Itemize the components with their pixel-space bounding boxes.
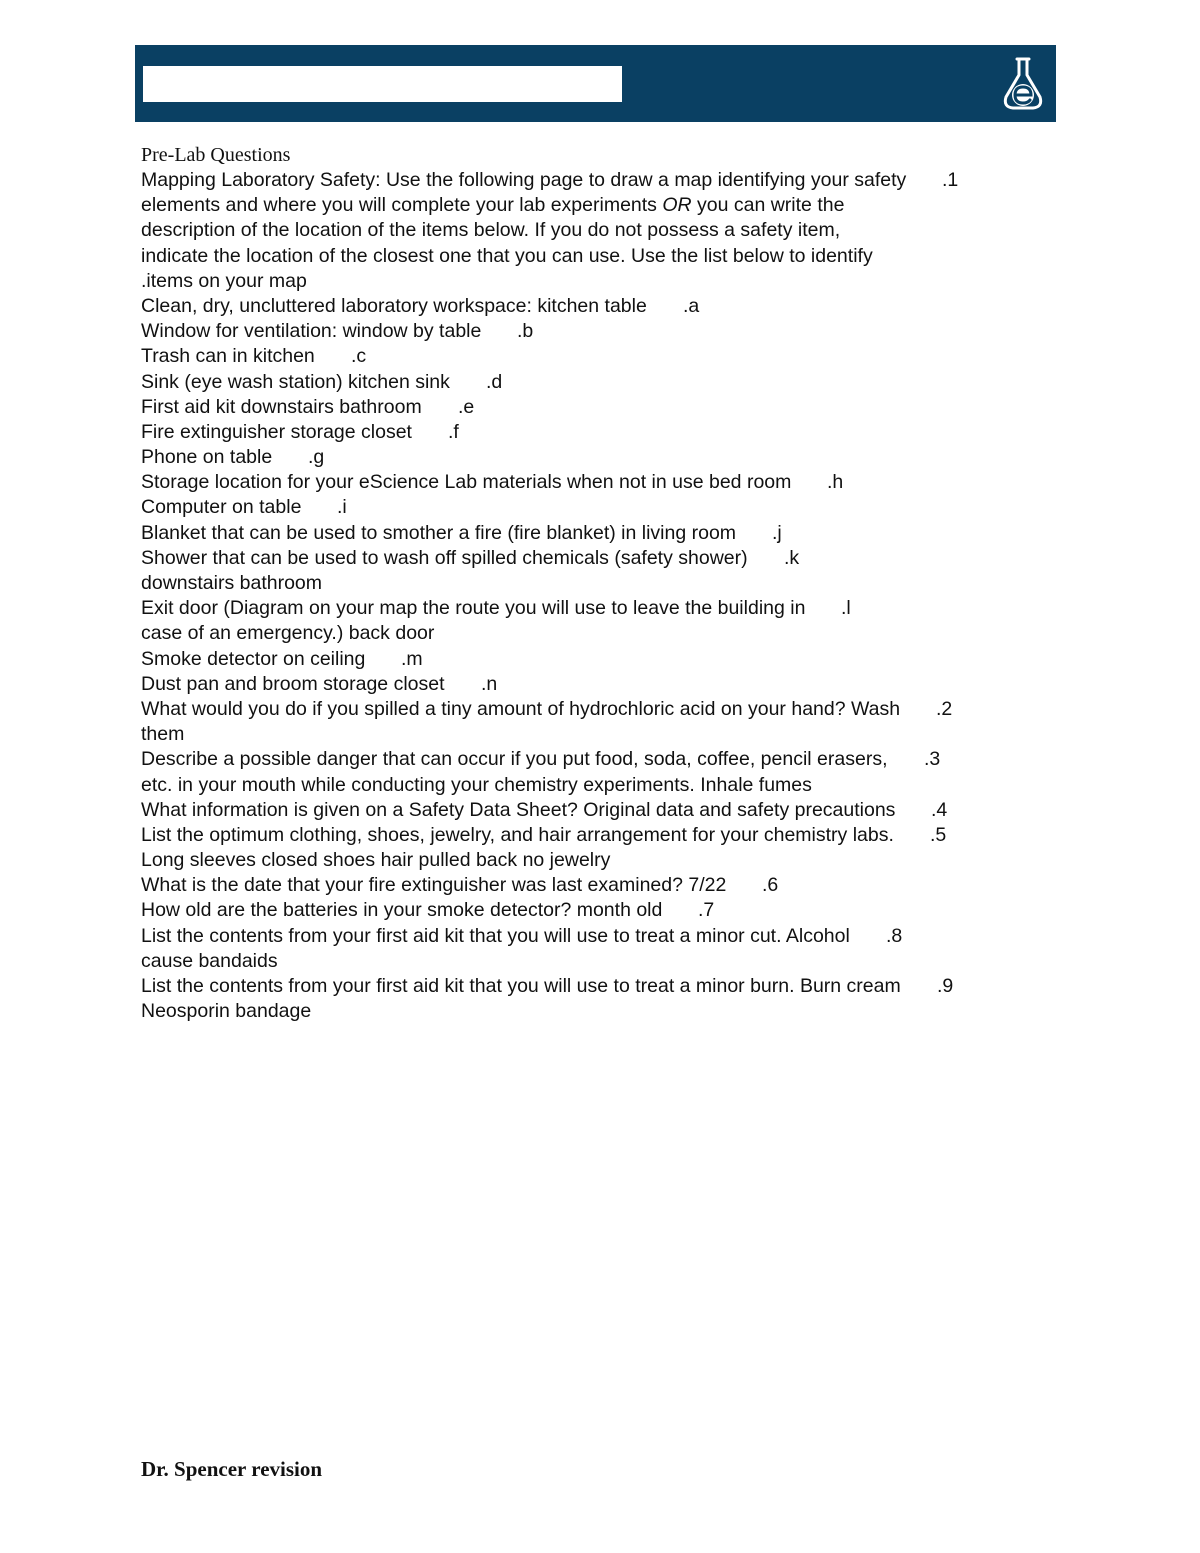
- document-line: [141, 798, 1046, 823]
- line-text: List the optimum clothing, shoes, jewelry, and hair arrangement for your chemistry labs.: [141, 823, 894, 846]
- document-line: [141, 445, 1046, 470]
- line-text: Storage location for your eScience Lab materials when not in use bed room: [141, 471, 792, 494]
- item-number: .i: [337, 496, 347, 519]
- document-line: [141, 672, 1046, 697]
- document-line: [141, 873, 1046, 898]
- line-text: Shower that can be used to wash off spilled chemicals (safety shower): [141, 546, 748, 569]
- item-number: .4: [931, 798, 948, 821]
- line-text: How old are the batteries in your smoke detector? month old: [141, 899, 663, 922]
- line-text: [141, 194, 844, 216]
- document-line: [141, 218, 1046, 243]
- item-number: .c: [351, 345, 367, 368]
- document-line: [141, 344, 1046, 369]
- document-line: [141, 773, 1046, 798]
- line-text: Mapping Laboratory Safety: Use the following page to draw a map identifying your safety: [141, 169, 907, 191]
- document-line: [141, 722, 1046, 747]
- line-text-part: you can write the: [691, 194, 845, 217]
- item-number: .e: [458, 395, 475, 418]
- document-line: [141, 193, 1046, 218]
- document-line: [141, 697, 1046, 722]
- document-line: [141, 898, 1046, 923]
- line-text: etc. in your mouth while conducting your chemistry experiments. Inhale fumes: [141, 773, 812, 796]
- item-number: .n: [481, 672, 498, 695]
- header-title-box: [143, 66, 622, 102]
- document-line: [141, 319, 1046, 344]
- line-text: Neosporin bandage: [141, 1000, 312, 1023]
- line-text: Exit door (Diagram on your map the route you will use to leave the building in: [141, 597, 806, 620]
- document-line: [141, 420, 1046, 445]
- document-line: [141, 949, 1046, 974]
- document-line: [141, 924, 1046, 949]
- line-text: Clean, dry, uncluttered laboratory workspace: kitchen table: [141, 294, 647, 317]
- pre-lab-content: [141, 143, 1046, 1024]
- item-number: .b: [517, 320, 534, 343]
- item-number: .k: [784, 546, 800, 569]
- line-text: Sink (eye wash station) kitchen sink: [141, 370, 450, 393]
- item-number: .d: [486, 370, 503, 393]
- line-text: case of an emergency.) back door: [141, 622, 435, 645]
- item-number: .7: [698, 899, 715, 922]
- header-bar: [135, 45, 1056, 122]
- line-text: First aid kit downstairs bathroom: [141, 395, 422, 418]
- line-text: them: [141, 723, 185, 746]
- line-text: .items on your map: [141, 269, 307, 292]
- line-text: What information is given on a Safety Data Sheet? Original data and safety precautions: [141, 798, 896, 821]
- question-lines: [141, 168, 1046, 1024]
- footer-revision: Dr. Spencer revision: [141, 1457, 323, 1481]
- item-number: .h: [827, 471, 844, 494]
- line-text-part: elements and where you will complete your lab experiments: [141, 194, 663, 217]
- line-text: What would you do if you spilled a tiny amount of hydrochloric acid on your hand? Wash: [141, 697, 901, 720]
- item-number: .2: [936, 697, 953, 720]
- line-text: Long sleeves closed shoes hair pulled back no jewelry: [141, 849, 611, 872]
- document-line: [141, 470, 1046, 495]
- item-number: .m: [401, 647, 423, 670]
- document-line: [141, 521, 1046, 546]
- document-line: [141, 747, 1046, 772]
- line-text: List the contents from your first aid kit that you will use to treat a minor burn. Burn cream: [141, 975, 901, 997]
- item-number: .3: [924, 748, 941, 771]
- line-text: Smoke detector on ceiling: [141, 647, 366, 670]
- item-number: .1: [942, 169, 959, 191]
- line-text: Blanket that can be used to smother a fire (fire blanket) in living room: [141, 521, 737, 544]
- document-line: [141, 823, 1046, 848]
- item-number: .g: [308, 446, 325, 469]
- line-text: Computer on table: [141, 496, 302, 519]
- line-text: Fire extinguisher storage closet: [141, 420, 412, 443]
- document-line: [141, 546, 1046, 571]
- document-line: [141, 848, 1046, 873]
- line-text: Phone on table: [141, 446, 273, 469]
- line-text: What is the date that your fire extinguisher was last examined? 7/22: [141, 874, 727, 897]
- line-text: cause bandaids: [141, 949, 278, 972]
- document-line: [141, 596, 1046, 621]
- line-text: indicate the location of the closest one that you can use. Use the list below to identify: [141, 244, 873, 267]
- item-number: .8: [886, 924, 903, 947]
- document-line: [141, 495, 1046, 520]
- line-text: Trash can in kitchen: [141, 345, 315, 368]
- item-number: .j: [772, 521, 782, 544]
- line-text: Describe a possible danger that can occur if you put food, soda, coffee, pencil erasers,: [141, 748, 888, 771]
- item-number: .9: [937, 975, 954, 997]
- document-line: [141, 395, 1046, 420]
- item-number: .f: [448, 420, 459, 443]
- section-heading: Pre-Lab Questions: [141, 144, 291, 166]
- document-line: [141, 974, 1046, 999]
- document-line: [141, 168, 1046, 193]
- item-number: .6: [762, 874, 779, 897]
- document-line: [141, 244, 1046, 269]
- line-text: description of the location of the items below. If you do not possess a safety item,: [141, 219, 841, 242]
- line-text-emphasis: OR: [662, 194, 692, 217]
- item-number: .l: [841, 597, 851, 620]
- document-line: [141, 269, 1046, 294]
- document-line: [141, 370, 1046, 395]
- document-line: [141, 571, 1046, 596]
- flask-e-icon: [998, 53, 1048, 113]
- line-text: downstairs bathroom: [141, 572, 323, 594]
- item-number: .5: [930, 823, 947, 846]
- item-number: .a: [683, 294, 700, 317]
- line-text: Window for ventilation: window by table: [141, 320, 482, 343]
- document-line: [141, 999, 1046, 1024]
- document-line: [141, 621, 1046, 646]
- line-text: Dust pan and broom storage closet: [141, 672, 445, 695]
- line-text: List the contents from your first aid kit that you will use to treat a minor cut. Alcohol: [141, 924, 850, 947]
- document-line: [141, 294, 1046, 319]
- document-line: [141, 647, 1046, 672]
